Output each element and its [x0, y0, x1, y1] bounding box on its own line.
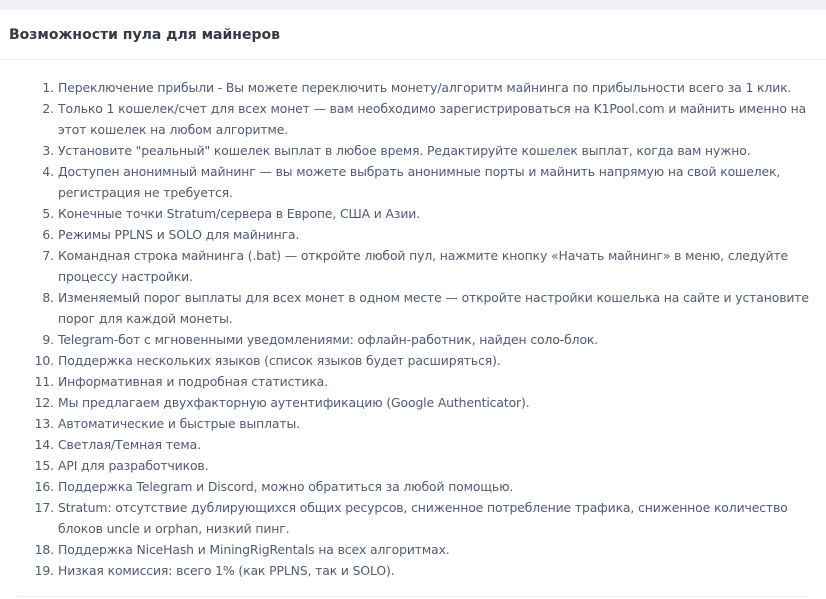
list-item: [0, 455, 814, 476]
list-item: [0, 539, 814, 560]
list-item-number: 15.: [34, 458, 54, 473]
list-item-text: Низкая комиссия: всего 1% (как PPLNS, так и SOLO).: [58, 563, 395, 578]
list-item: [0, 413, 814, 434]
list-item-text: Telegram-бот с мгновенными уведомлениями: офлайн-работник, найден соло-блок.: [58, 332, 599, 347]
card-header: [0, 10, 826, 60]
list-item-text: Светлая/Темная тема.: [58, 437, 201, 452]
list-item-text: Мы предлагаем двухфакторную аутентификацию (Google Authenticator).: [58, 395, 530, 410]
list-item-text: Stratum: отсутствие дублирующихся общих ресурсов, сниженное потребление трафика, сниженное количество блоков uncle и orphan, низкий пинг.: [58, 500, 788, 536]
list-item-number: 9.: [42, 332, 54, 347]
list-item-text: Конечные точки Stratum/сервера в Европе, США и Азии.: [58, 206, 421, 221]
list-item-text: Поддержка Telegram и Discord, можно обратиться за любой помощью.: [58, 479, 514, 494]
list-item: [0, 140, 814, 161]
list-item-number: 13.: [34, 416, 54, 431]
list-item: [0, 350, 814, 371]
list-item: [0, 560, 814, 581]
list-item-number: 17.: [34, 500, 54, 515]
list-item-number: 6.: [42, 227, 54, 242]
list-item-number: 8.: [42, 290, 54, 305]
list-item: [0, 392, 814, 413]
bottom-divider: [18, 596, 808, 597]
list-item-number: 4.: [42, 164, 54, 179]
list-item-number: 14.: [34, 437, 54, 452]
list-item: [0, 245, 814, 287]
list-item-text: Поддержка нескольких языков (список языков будет расширяться).: [58, 353, 501, 368]
list-item-number: 5.: [42, 206, 54, 221]
list-item-text: Поддержка NiceHash и MiningRigRentals на всех алгоритмах.: [58, 542, 450, 557]
list-item: [0, 434, 814, 455]
list-item-number: 10.: [34, 353, 54, 368]
list-item: [0, 371, 814, 392]
list-item-number: 16.: [34, 479, 54, 494]
list-item: [0, 329, 814, 350]
list-item-text: Переключение прибыли - Вы можете переключить монету/алгоритм майнинга по прибыльности всего за 1 клик.: [58, 80, 792, 95]
list-item-text: Информативная и подробная статистика.: [58, 374, 328, 389]
list-item-text: API для разработчиков.: [58, 458, 209, 473]
list-item: [0, 287, 814, 329]
list-item-number: 3.: [42, 143, 54, 158]
list-item-text: Доступен анонимный майнинг — вы можете выбрать анонимные порты и майнить напрямую на свой кошелек, регистрация не требуется.: [58, 164, 781, 200]
list-item: [0, 98, 814, 140]
list-item-number: 7.: [42, 248, 54, 263]
list-item-text: Установите "реальный" кошелек выплат в любое время. Редактируйте кошелек выплат, когда вам нужно.: [58, 143, 751, 158]
list-item-text: Автоматические и быстрые выплаты.: [58, 416, 300, 431]
list-item-number: 1.: [42, 80, 54, 95]
features-card: [0, 10, 826, 599]
list-item: [0, 224, 814, 245]
list-item-text: Режимы PPLNS и SOLO для майнинга.: [58, 227, 300, 242]
list-item-number: 18.: [34, 542, 54, 557]
list-item-number: 11.: [34, 374, 54, 389]
list-item: [0, 497, 814, 539]
list-item-number: 2.: [42, 101, 54, 116]
list-item-text: Командная строка майнинга (.bat) — откройте любой пул, нажмите кнопку «Начать майнинг» в меню, следуйте процессу настройки.: [58, 248, 789, 284]
list-item: [0, 203, 814, 224]
card-title: Возможности пула для майнеров: [9, 26, 280, 43]
list-item-text: Изменяемый порог выплаты для всех монет в одном месте — откройте настройки кошелька на сайте и установите порог для каждой монеты.: [58, 290, 809, 326]
list-item: [0, 476, 814, 497]
list-item: [0, 161, 814, 203]
list-item-number: 19.: [34, 563, 54, 578]
list-item-number: 12.: [34, 395, 54, 410]
list-item-text: Только 1 кошелек/счет для всех монет — вам необходимо зарегистрироваться на K1Pool.com и майнить именно на этот кошелек на любом алгоритме.: [58, 101, 807, 137]
features-list: [0, 77, 814, 581]
list-item: [0, 77, 814, 98]
card-body: [0, 60, 826, 581]
